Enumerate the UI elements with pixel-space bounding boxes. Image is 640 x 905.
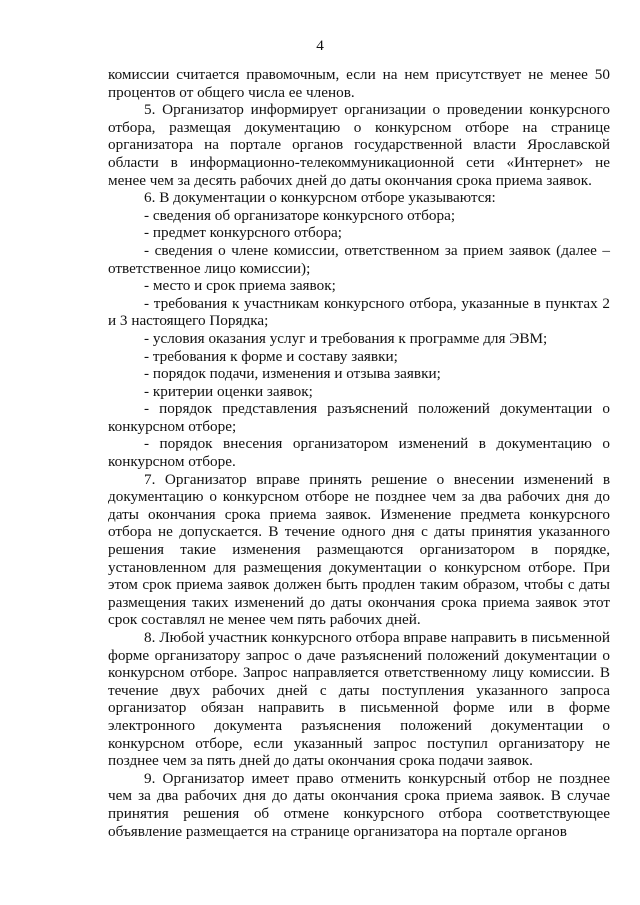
paragraph: - сведения об организаторе конкурсного отбора; — [144, 206, 456, 224]
paragraph: комиссии считается правомочным, если на нем присутствует не менее 50 процентов от общего числа ее членов. — [108, 66, 610, 101]
paragraph: - критерии оценки заявок; — [144, 382, 313, 400]
paragraph: 9. Организатор имеет право отменить конкурсный отбор не позднее чем за два рабочих дня до даты окончания срока приема заявок. В случае принятия решения об отмене конкурсного отбора соответствующее объявление размещается на странице организатора на портале органов — [108, 769, 610, 840]
paragraph: 6. В документации о конкурсном отборе указываются: — [144, 189, 496, 207]
page-number: 4 — [316, 37, 324, 54]
paragraph: - место и срок приема заявок; — [144, 277, 336, 295]
paragraph: 8. Любой участник конкурсного отбора вправе направить в письменной форме организатору запрос о даче разъяснений положений документации о конкурсном отборе. Запрос направляется ответственному лицу комиссии. В течение двух рабочих дней с даты поступления указанного запроса организатор обязан направить в письменной форме или в форме электронного документа разъяснения положений документации о конкурсном отборе, если указанный запрос поступил организатору не позднее чем за пять дней до даты окончания срока подачи заявок. — [108, 629, 610, 770]
paragraph: - порядок подачи, изменения и отзыва заявки; — [144, 365, 441, 383]
paragraph: 5. Организатор информирует организации о проведении конкурсного отбора, размещая документацию о конкурсном отборе на странице организатора на портале органов государственной власти Ярославской области в информационно-телекоммуникационной сети «Интернет» не менее чем за десять рабочих дней до даты окончания срока приема заявок. — [108, 101, 610, 189]
paragraph: - порядок представления разъяснений положений документации о конкурсном отборе; — [108, 400, 610, 435]
paragraph: - сведения о члене комиссии, ответственном за прием заявок (далее – ответственное лицо комиссии); — [108, 241, 610, 277]
paragraph: - предмет конкурсного отбора; — [144, 224, 342, 242]
paragraph: - условия оказания услуг и требования к программе для ЭВМ; — [144, 329, 548, 347]
document-body — [108, 66, 610, 840]
paragraph: - требования к форме и составу заявки; — [144, 347, 398, 365]
paragraph: - требования к участникам конкурсного отбора, указанные в пунктах 2 и 3 настоящего Порядка; — [108, 294, 610, 330]
paragraph: 7. Организатор вправе принять решение о внесении изменений в документацию о конкурсном отборе не позднее чем за два рабочих дня до даты окончания срока приема заявок. Изменение предмета конкурсного отбора не допускается. В течение одного дня с даты принятия указанного решения такие изменения размещаются организатором в порядке, установленном для размещения документации о конкурсном отборе. При этом срок приема заявок должен быть продлен таким образом, чтобы с даты размещения таких изменений до даты окончания срока приема заявок этот срок составлял не менее чем пять рабочих дней. — [108, 470, 610, 629]
paragraph: - порядок внесения организатором изменений в документацию о конкурсном отборе. — [108, 435, 610, 471]
